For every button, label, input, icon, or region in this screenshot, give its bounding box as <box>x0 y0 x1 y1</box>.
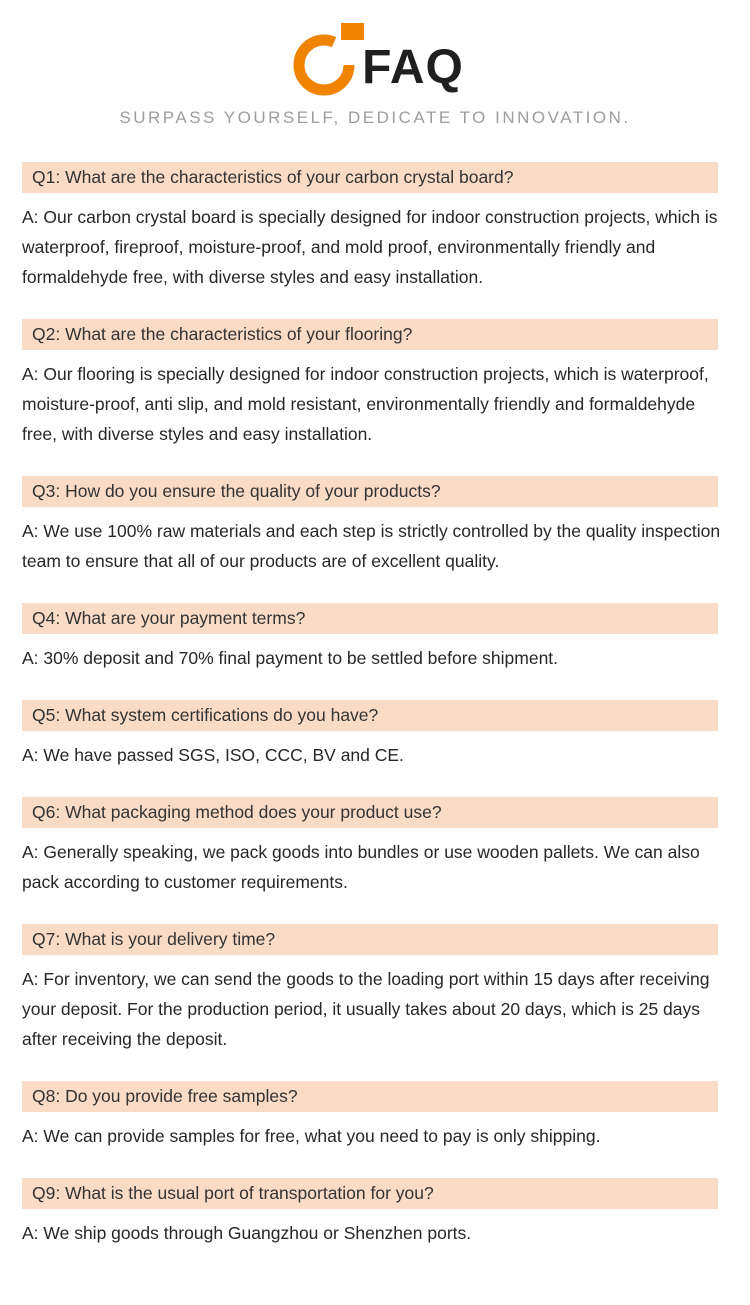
faq-answer: A: We have passed SGS, ISO, CCC, BV and CE. <box>22 745 404 765</box>
faq-item-3 <box>22 476 728 576</box>
logo-title: FAQ <box>362 41 464 94</box>
faq-item-5 <box>22 700 728 770</box>
faq-question: Q3: How do you ensure the quality of your products? <box>22 476 718 507</box>
faq-question: Q6: What packaging method does your product use? <box>22 797 718 828</box>
faq-question: Q1: What are the characteristics of your carbon crystal board? <box>22 162 718 193</box>
faq-question: Q8: Do you provide free samples? <box>22 1081 718 1112</box>
tagline: SURPASS YOURSELF, DEDICATE TO INNOVATION. <box>119 108 631 127</box>
faq-item-6 <box>22 797 728 897</box>
faq-question: Q4: What are your payment terms? <box>22 603 718 634</box>
faq-answer: A: Generally speaking, we pack goods into bundles or use wooden pallets. We can also pack according to customer requirements. <box>22 842 700 892</box>
faq-list <box>0 162 750 1305</box>
faq-answer: A: Our flooring is specially designed for indoor construction projects, which is waterproof, moisture-proof, anti slip, and mold resistant, environmentally friendly and formaldehyde free, with diverse styles and easy installation. <box>22 364 709 444</box>
faq-question: Q7: What is your delivery time? <box>22 924 718 955</box>
logo <box>0 14 750 98</box>
faq-item-2 <box>22 319 728 449</box>
faq-item-4 <box>22 603 728 673</box>
faq-answer: A: Our carbon crystal board is specially designed for indoor construction projects, which is waterproof, fireproof, moisture-proof, and mold proof, environmentally friendly and formaldehyde free, with diverse styles and easy installation. <box>22 207 718 287</box>
faq-answer: A: 30% deposit and 70% final payment to be settled before shipment. <box>22 648 559 668</box>
faq-item-1 <box>22 162 728 292</box>
faq-question: Q5: What system certifications do you have? <box>22 700 718 731</box>
faq-answer: A: We use 100% raw materials and each step is strictly controlled by the quality inspection team to ensure that all of our products are of excellent quality. <box>22 521 721 571</box>
faq-answer: A: We ship goods through Guangzhou or Shenzhen ports. <box>22 1223 472 1243</box>
faq-answer: A: For inventory, we can send the goods to the loading port within 15 days after receiving your deposit. For the production period, it usually takes about 20 days, which is 25 days after receiving the deposit. <box>22 969 710 1049</box>
faq-answer: A: We can provide samples for free, what you need to pay is only shipping. <box>22 1126 601 1146</box>
faq-item-7 <box>22 924 728 1054</box>
faq-header <box>0 0 750 128</box>
faq-question: Q9: What is the usual port of transportation for you? <box>22 1178 718 1209</box>
faq-question: Q2: What are the characteristics of your flooring? <box>22 319 718 350</box>
faq-item-9 <box>22 1178 728 1248</box>
faq-item-8 <box>22 1081 728 1151</box>
